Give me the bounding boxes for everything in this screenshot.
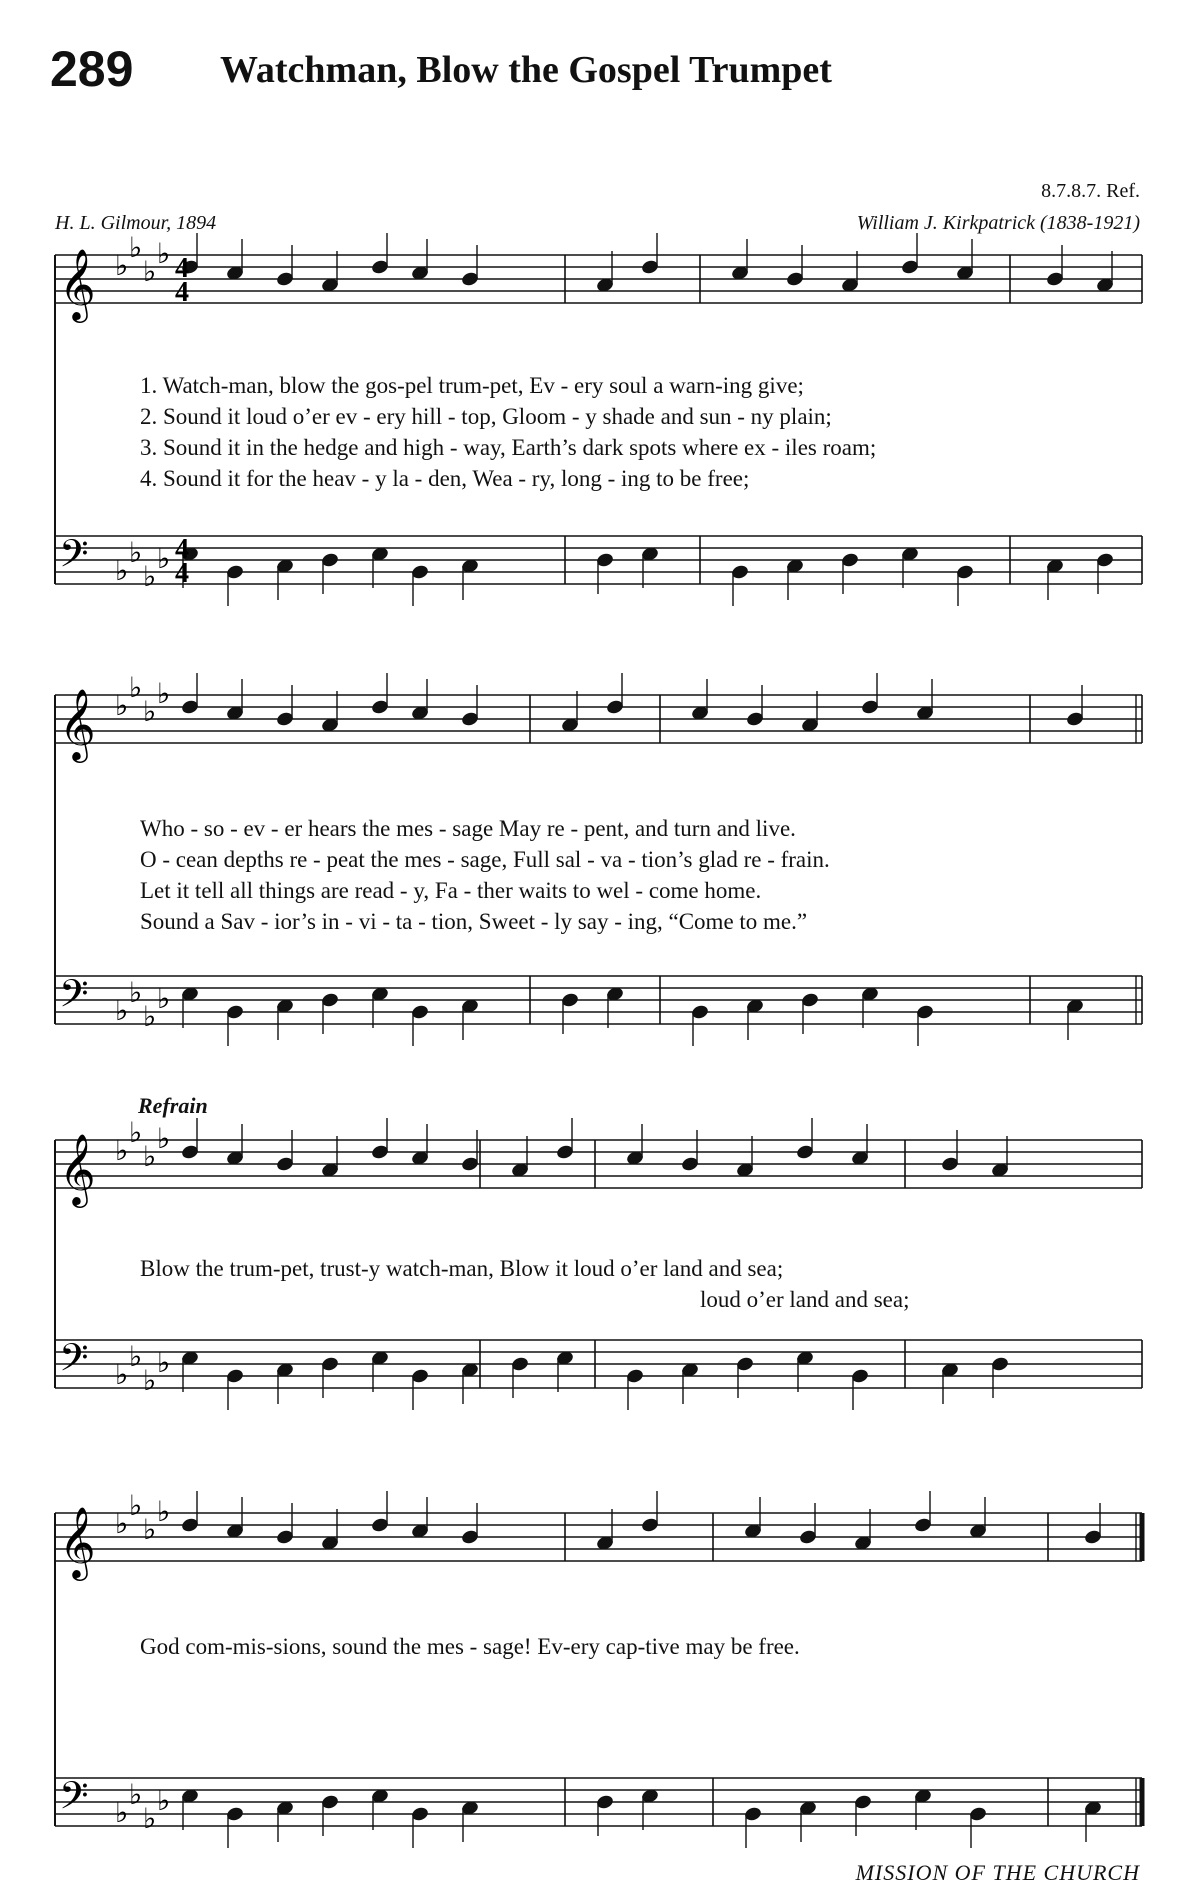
flat-sign-icon: ♭ [157, 1122, 171, 1155]
flat-sign-icon: ♭ [115, 249, 129, 282]
flat-sign-icon: ♭ [115, 1507, 129, 1540]
flat-sign-icon: ♭ [143, 560, 157, 593]
flat-sign-icon: ♭ [129, 231, 143, 264]
flat-sign-icon: ♭ [115, 994, 129, 1027]
treble-clef-icon: 𝄞 [59, 687, 96, 760]
verse-1-line-1: 1. Watch-man, blow the gos-pel trum-pet, Ev - ery soul a warn-ing give; [140, 373, 804, 398]
flat-sign-icon: ♭ [157, 982, 171, 1015]
verse-3-line-2: Let it tell all things are read - y, Fa - ther waits to wel - come home. [140, 878, 762, 903]
flat-sign-icon: ♭ [115, 1358, 129, 1391]
verse-1-line-2: Who - so - ev - er hears the mes - sage May re - pent, and turn and live. [140, 816, 796, 841]
flat-sign-icon: ♭ [115, 554, 129, 587]
verse-2-line-1: 2. Sound it loud o’er ev - ery hill - top, Gloom - y shade and sun - ny plain; [140, 404, 832, 429]
flat-sign-icon: ♭ [115, 1134, 129, 1167]
author-credit: H. L. Gilmour, 1894 [55, 212, 217, 234]
section-footer: MISSION OF THE CHURCH [855, 1860, 1140, 1885]
verse-2-line-2: O - cean depths re - peat the mes - sage, Full sal - va - tion’s glad re - frain. [140, 847, 830, 872]
time-signature: 4 [175, 253, 189, 284]
refrain-label: Refrain [138, 1093, 208, 1118]
time-signature: 4 [175, 277, 189, 308]
time-signature: 4 [175, 558, 189, 589]
verse-3-line-1: 3. Sound it in the hedge and high - way, Earth’s dark spots where ex - iles roam; [140, 435, 877, 460]
verse-4-line-2: Sound a Sav - ior’s in - vi - ta - tion, Sweet - ly say - ing, “Come to me.” [140, 909, 808, 934]
refrain-line-1: Blow the trum-pet, trust-y watch-man, Blow it loud o’er land and sea; [140, 1256, 784, 1281]
bass-clef-icon: 𝄢 [59, 1335, 89, 1389]
flat-sign-icon: ♭ [157, 677, 171, 710]
flat-sign-icon: ♭ [115, 1796, 129, 1829]
bass-clef-icon: 𝄢 [59, 531, 89, 585]
flat-sign-icon: ♭ [143, 1000, 157, 1033]
treble-clef-icon: 𝄞 [59, 1505, 96, 1578]
flat-sign-icon: ♭ [143, 1513, 157, 1546]
hymn-number: 289 [50, 41, 134, 97]
meter: 8.7.8.7. Ref. [1041, 180, 1140, 202]
flat-sign-icon: ♭ [129, 1340, 143, 1373]
bass-clef-icon: 𝄢 [59, 1773, 89, 1827]
flat-sign-icon: ♭ [143, 1802, 157, 1835]
flat-sign-icon: ♭ [129, 1116, 143, 1149]
flat-sign-icon: ♭ [129, 976, 143, 1009]
flat-sign-icon: ♭ [143, 255, 157, 288]
flat-sign-icon: ♭ [157, 237, 171, 270]
hymn-title: Watchman, Blow the Gospel Trumpet [220, 49, 832, 91]
refrain-echo-line: loud o’er land and sea; [700, 1287, 910, 1312]
flat-sign-icon: ♭ [143, 695, 157, 728]
flat-sign-icon: ♭ [157, 1495, 171, 1528]
flat-sign-icon: ♭ [129, 1778, 143, 1811]
refrain-line-2: God com-mis-sions, sound the mes - sage! Ev-ery cap-tive may be free. [140, 1634, 800, 1659]
flat-sign-icon: ♭ [115, 689, 129, 722]
flat-sign-icon: ♭ [143, 1364, 157, 1397]
flat-sign-icon: ♭ [129, 536, 143, 569]
verse-4-line-1: 4. Sound it for the heav - y la - den, Wea - ry, long - ing to be free; [140, 466, 750, 491]
flat-sign-icon: ♭ [129, 1489, 143, 1522]
flat-sign-icon: ♭ [157, 542, 171, 575]
flat-sign-icon: ♭ [157, 1346, 171, 1379]
composer-credit: William J. Kirkpatrick (1838-1921) [856, 212, 1140, 234]
flat-sign-icon: ♭ [157, 1784, 171, 1817]
treble-clef-icon: 𝄞 [59, 1132, 96, 1205]
bass-clef-icon: 𝄢 [59, 971, 89, 1025]
flat-sign-icon: ♭ [129, 671, 143, 704]
time-signature: 4 [175, 534, 189, 565]
treble-clef-icon: 𝄞 [59, 247, 96, 320]
flat-sign-icon: ♭ [143, 1140, 157, 1173]
